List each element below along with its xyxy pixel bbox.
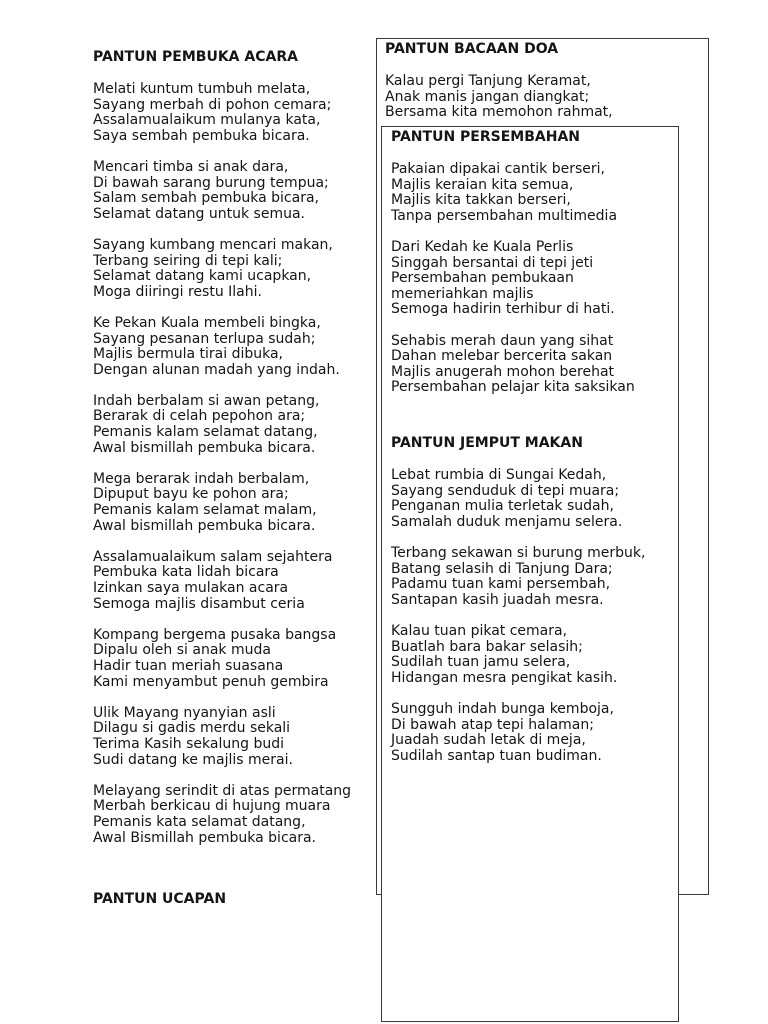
verse-line: Di bawah sarang burung tempua;	[93, 174, 329, 191]
verse-line: Juadah sudah letak di meja,	[391, 732, 586, 749]
verse-line: Sudilah tuan jamu selera,	[391, 654, 571, 671]
verse-line: Dari Kedah ke Kuala Perlis	[391, 238, 574, 255]
verse-line: Berarak di celah pepohon ara;	[93, 408, 306, 425]
verse-line: Majlis keraian kita semua,	[391, 176, 574, 193]
verse-line: Hadir tuan meriah suasana	[93, 657, 284, 674]
verse-line: Terima Kasih sekalung budi	[93, 735, 284, 752]
verse-line: Pemanis kalam selamat datang,	[93, 424, 318, 441]
verse-line: Kompang bergema pusaka bangsa	[93, 626, 337, 643]
stanza	[391, 546, 645, 608]
verse-line: Majlis kita takkan berseri,	[391, 192, 571, 209]
verse-line: Pembuka kata lidah bicara	[93, 564, 279, 581]
stanza	[93, 628, 351, 690]
verse-line: Sehabis merah daun yang sihat	[391, 332, 614, 349]
section-title-pantun-ucapan: PANTUN UCAPAN	[93, 891, 227, 907]
verse-line: Melati kuntum tumbuh melata,	[93, 81, 311, 97]
verse-line: Ke Pekan Kuala membeli bingka,	[93, 314, 321, 331]
verse-line: Selamat datang kami ucapkan,	[93, 268, 312, 285]
stanza	[391, 162, 635, 224]
section-title-pantun-bacaan-doa: PANTUN BACAAN DOA	[385, 41, 559, 57]
verse-line: Kalau tuan pikat cemara,	[391, 622, 568, 639]
section-title-pantun-pembuka-acara: PANTUN PEMBUKA ACARA	[93, 49, 298, 65]
verse-line: Majlis bermula tirai dibuka,	[93, 346, 283, 363]
verse-line: Saya sembah pembuka bicara.	[93, 127, 310, 144]
verse-line: Pakaian dipakai cantik berseri,	[391, 161, 605, 177]
stanza	[93, 160, 351, 222]
stanza	[391, 468, 645, 530]
pantun-persembahan-box	[381, 126, 679, 1022]
verse-line: Mencari timba si anak dara,	[93, 158, 289, 175]
pembuka-acara-stanzas	[93, 82, 351, 846]
verse-line: Di bawah atap tepi halaman;	[391, 716, 594, 733]
verse-line: Bersama kita memohon rahmat,	[385, 104, 613, 121]
verse-line: Dipalu oleh si anak muda	[93, 642, 271, 659]
verse-line: Padamu tuan kami persembah,	[391, 576, 611, 593]
verse-line: Anak manis jangan diangkat;	[385, 88, 590, 105]
verse-line: Singgah bersantai di tepi jeti	[391, 254, 594, 271]
stanza	[385, 74, 613, 121]
verse-line: Semoga majlis disambut ceria	[93, 595, 305, 612]
verse-line: Samalah duduk menjamu selera.	[391, 513, 623, 530]
stanza	[391, 702, 645, 764]
stanza	[93, 238, 351, 300]
verse-line: Sungguh indah bunga kemboja,	[391, 700, 614, 717]
verse-line: Sayang merbah di pohon cemara;	[93, 96, 332, 113]
verse-line: Terbang sekawan si burung merbuk,	[391, 544, 646, 561]
stanza	[391, 334, 635, 396]
verse-line: Persembahan pelajar kita saksikan	[391, 379, 635, 396]
verse-line: Ulik Mayang nyanyian asli	[93, 704, 276, 721]
verse-line: Sayang kumbang mencari makan,	[93, 236, 333, 253]
verse-line: Melayang serindit di atas permatang	[93, 782, 352, 799]
stanza	[93, 316, 351, 378]
verse-line: Sudilah santap tuan budiman.	[391, 747, 602, 764]
stanza	[93, 550, 351, 612]
verse-line: Mega berarak indah berbalam,	[93, 470, 310, 487]
verse-line: Tanpa persembahan multimedia	[391, 207, 618, 224]
verse-line: Selamat datang untuk semua.	[93, 205, 305, 222]
verse-line: Izinkan saya mulakan acara	[93, 580, 289, 596]
verse-line: Salam sembah pembuka bicara,	[93, 190, 319, 207]
verse-line: Sayang pesanan terlupa sudah;	[93, 330, 316, 347]
stanza	[93, 472, 351, 534]
stanza	[93, 784, 351, 846]
verse-line: Hidangan mesra pengikat kasih.	[391, 669, 618, 686]
verse-line: Terbang seiring di tepi kali;	[93, 252, 283, 269]
verse-line: Awal bismillah pembuka bicara.	[93, 517, 316, 534]
stanza	[93, 706, 351, 768]
verse-line: Batang selasih di Tanjung Dara;	[391, 560, 613, 577]
verse-line: Dahan melebar bercerita sakan	[391, 348, 613, 365]
verse-line: Semoga hadirin terhibur di hati.	[391, 301, 615, 318]
verse-line: Persembahan pembukaan	[391, 270, 574, 287]
verse-line: Lebat rumbia di Sungai Kedah,	[391, 467, 607, 483]
verse-line: Moga diiringi restu Ilahi.	[93, 283, 262, 300]
bacaan-doa-stanzas	[385, 74, 613, 121]
stanza	[391, 240, 635, 318]
verse-line: Indah berbalam si awan petang,	[93, 392, 320, 409]
verse-line: Dilagu si gadis merdu sekali	[93, 720, 291, 737]
verse-line: Assalamualaikum mulanya kata,	[93, 112, 321, 129]
verse-line: Pemanis kalam selamat malam,	[93, 502, 317, 519]
verse-line: Awal Bismillah pembuka bicara.	[93, 829, 317, 846]
verse-line: memeriahkan majlis	[391, 285, 534, 302]
verse-line: Merbah berkicau di hujung muara	[93, 798, 331, 815]
stanza	[391, 624, 645, 686]
verse-line: Kalau pergi Tanjung Keramat,	[385, 73, 591, 89]
jemput-makan-stanzas	[391, 468, 645, 764]
verse-line: Pemanis kata selamat datang,	[93, 813, 306, 830]
verse-line: Buatlah bara bakar selasih;	[391, 638, 583, 655]
section-title-pantun-jemput-makan: PANTUN JEMPUT MAKAN	[391, 435, 583, 451]
verse-line: Sudi datang ke majlis merai.	[93, 751, 293, 768]
stanza	[93, 82, 351, 144]
verse-line: Dengan alunan madah yang indah.	[93, 361, 340, 378]
verse-line: Majlis anugerah mohon berehat	[391, 363, 615, 380]
persembahan-stanzas	[391, 162, 635, 396]
verse-line: Dipuput bayu ke pohon ara;	[93, 486, 289, 503]
verse-line: Sayang senduduk di tepi muara;	[391, 482, 620, 499]
section-title-pantun-persembahan: PANTUN PERSEMBAHAN	[391, 129, 580, 145]
verse-line: Awal bismillah pembuka bicara.	[93, 439, 316, 456]
verse-line: Assalamualaikum salam sejahtera	[93, 548, 333, 565]
stanza	[93, 394, 351, 456]
verse-line: Penganan mulia terletak sudah,	[391, 498, 614, 515]
verse-line: Santapan kasih juadah mesra.	[391, 591, 604, 608]
verse-line: Kami menyambut penuh gembira	[93, 673, 329, 690]
